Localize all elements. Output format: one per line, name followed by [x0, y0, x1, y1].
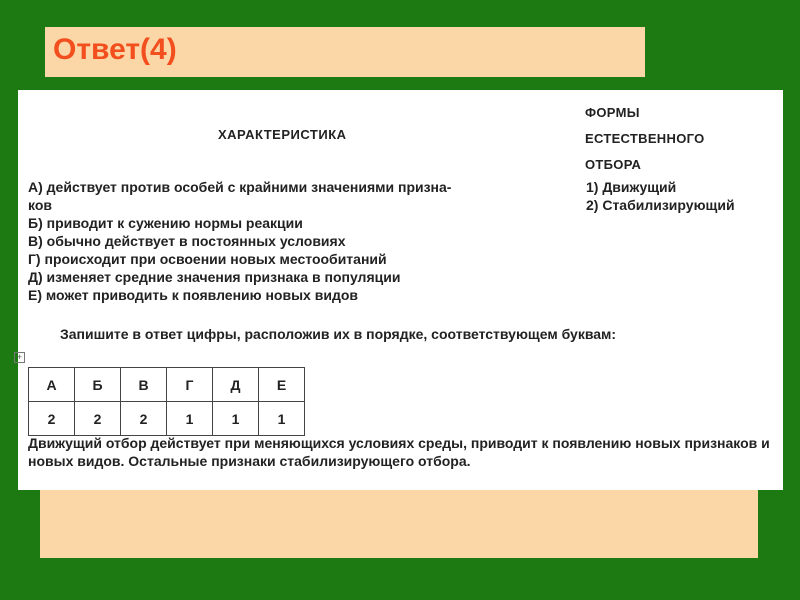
header-forms-line: ОТБОРА — [585, 157, 642, 172]
instruction-text: Запишите в ответ цифры, расположив их в порядке, соответствующем буквам: — [60, 326, 617, 342]
list-item: Б) приводит к сужению нормы реакции — [28, 215, 303, 231]
table-row — [29, 368, 305, 402]
list-item: 1) Движущий — [586, 179, 677, 195]
header-characteristic: ХАРАКТЕРИСТИКА — [218, 127, 347, 142]
table-row — [29, 402, 305, 436]
task-image — [18, 90, 783, 490]
table-cell-digit: 1 — [167, 402, 213, 436]
table-cell-letter: Г — [167, 368, 213, 402]
table-cell-digit: 1 — [259, 402, 305, 436]
list-item: Д) изменяет средние значения признака в популяции — [28, 269, 401, 285]
list-item: В) обычно действует в постоянных условиях — [28, 233, 346, 249]
list-item: Е) может приводить к появлению новых видов — [28, 287, 358, 303]
list-item: Г) происходит при освоении новых местообитаний — [28, 251, 387, 267]
table-cell-letter: В — [121, 368, 167, 402]
plus-icon[interactable]: + — [14, 352, 25, 363]
header-forms-line: ЕСТЕСТВЕННОГО — [585, 131, 705, 146]
explanation-text: Движущий отбор действует при меняющихся условиях среды, приводит к появлению новых признаков и новых видов. Остальные признаки стабилизирующего отбора. — [28, 435, 770, 469]
slide-title: Ответ(4) — [53, 33, 177, 66]
characteristics-list — [28, 178, 568, 304]
answer-table — [28, 367, 305, 436]
table-cell-letter: Б — [75, 368, 121, 402]
header-forms — [585, 100, 705, 178]
table-cell-digit: 1 — [213, 402, 259, 436]
table-cell-letter: А — [29, 368, 75, 402]
table-cell-digit: 2 — [29, 402, 75, 436]
table-cell-digit: 2 — [75, 402, 121, 436]
table-cell-letter: Д — [213, 368, 259, 402]
table-cell-digit: 2 — [121, 402, 167, 436]
header-forms-line: ФОРМЫ — [585, 105, 640, 120]
list-item: ков — [28, 197, 52, 213]
content-panel — [40, 490, 758, 558]
table-cell-letter: Е — [259, 368, 305, 402]
list-item: А) действует против особей с крайними значениями призна- — [28, 179, 452, 195]
list-item: 2) Стабилизирующий — [586, 197, 735, 213]
title-bar — [45, 27, 645, 77]
forms-list — [586, 178, 735, 214]
